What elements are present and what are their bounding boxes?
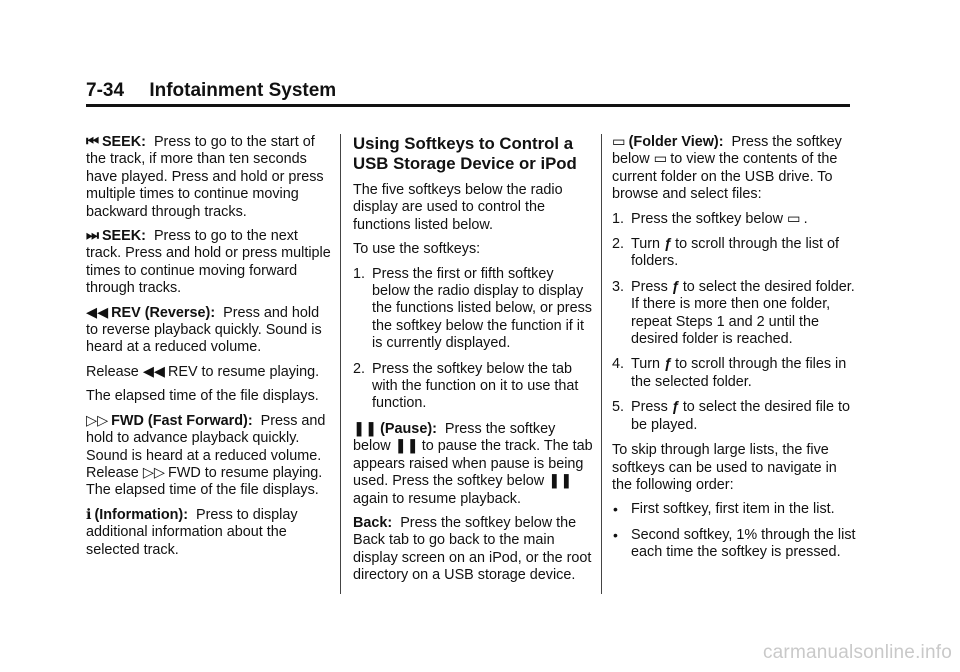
step-number: 4.	[612, 356, 625, 373]
step-text: Press	[631, 278, 668, 295]
column-divider	[340, 134, 341, 594]
reverse-release-post: REV to resume playing.	[167, 363, 320, 380]
step-number: 1.	[612, 210, 625, 227]
seek-back-text: Press to go to the start of the track, if more than ten seconds have played. Press and hold or press multiple times to continue moving backward through tracks.	[86, 134, 324, 220]
information-label: (Information):	[94, 506, 188, 523]
step-text: Press	[631, 399, 668, 416]
softkeys-to-use: To use the softkeys:	[353, 241, 481, 258]
seek-forward-text: Press to go to the next track. Press and hold or press multiple times to continue moving forward through tracks.	[86, 228, 331, 297]
pause-text: again to resume playback.	[353, 490, 521, 507]
column-right	[612, 134, 858, 570]
header-rule	[86, 104, 850, 107]
skip-bullets	[612, 501, 858, 561]
pause-label: (Pause):	[380, 420, 437, 437]
folder-view-label: (Folder View):	[628, 134, 724, 150]
list-item	[612, 399, 858, 434]
list-item	[353, 361, 593, 413]
step-text: to select the desired folder. If there is more then one folder, repeat Steps 1 and 2 until the desired folder is reached.	[631, 278, 855, 348]
pause-text: to pause the track. The tab appears raised when pause is being used. Press the softkey below	[353, 438, 593, 490]
seek-back-paragraph	[86, 134, 334, 221]
folder-view-text: to view the contents of the current folder on the USB drive. To browse and select files:	[612, 151, 838, 203]
fast-forward-icon: ▷▷	[86, 412, 109, 429]
tune-knob-icon: ƒ	[671, 278, 680, 295]
folder-icon: ▭	[612, 134, 626, 150]
step-text: to select the desired file to be played.	[631, 399, 850, 433]
page-number: 7-34	[86, 80, 125, 101]
reverse-release-pre: Release	[86, 363, 139, 380]
fast-forward-post: FWD to resume playing. The elapsed time of the file displays.	[86, 464, 323, 499]
step-number: 3.	[612, 278, 625, 295]
information-paragraph	[86, 507, 334, 559]
folder-icon: ▭	[786, 210, 801, 227]
seek-back-label: SEEK:	[101, 134, 146, 150]
pause-paragraph	[353, 421, 593, 508]
bullet-icon: •	[613, 501, 618, 518]
back-label: Back:	[353, 514, 393, 531]
reverse-release-paragraph	[86, 364, 334, 381]
elapsed-time-paragraph: The elapsed time of the file displays.	[86, 388, 319, 405]
folder-icon: ▭	[653, 151, 668, 168]
bullet-icon: •	[613, 526, 618, 543]
back-paragraph	[353, 515, 593, 585]
seek-forward-icon: ⏭	[86, 228, 99, 245]
step-text: Press the softkey below the tab with the function on it to use that function.	[372, 360, 579, 412]
section-title: Infotainment System	[149, 80, 337, 101]
step-number: 2.	[353, 360, 366, 377]
folder-steps	[612, 211, 858, 434]
reverse-text: Press and hold to reverse playback quickly. Sound is heard at a reduced volume.	[86, 304, 322, 356]
skip-paragraph: To skip through large lists, the five softkeys can be used to navigate in the following order:	[612, 442, 837, 493]
fast-forward-icon: ▷▷	[142, 464, 165, 481]
list-item	[612, 279, 858, 349]
softkeys-heading: Using Softkeys to Control a USB Storage Device or iPod	[353, 134, 577, 173]
tune-knob-icon: ƒ	[671, 399, 680, 416]
reverse-icon: ◀◀	[86, 304, 109, 321]
reverse-label: REV (Reverse):	[111, 304, 216, 321]
list-item	[612, 527, 858, 562]
tune-knob-icon: ƒ	[664, 236, 673, 253]
information-text: Press to display additional information about the selected track.	[86, 506, 298, 558]
step-text: to scroll through the files in the selected folder.	[631, 356, 847, 390]
column-divider	[601, 134, 602, 594]
folder-view-text: Press the softkey below	[612, 134, 842, 168]
step-number: 2.	[612, 236, 625, 253]
step-text: .	[803, 210, 808, 227]
step-number: 1.	[353, 265, 366, 282]
seek-back-icon: ⏮	[86, 134, 99, 150]
step-text: Press the first or fifth softkey below the radio display to display the functions listed below, or press the softkey below the function if it is currently displayed.	[372, 265, 592, 352]
step-text: to scroll through the list of folders.	[631, 236, 840, 270]
step-number: 5.	[612, 399, 625, 416]
list-item	[612, 211, 858, 228]
seek-forward-paragraph	[86, 228, 334, 298]
fast-forward-paragraph	[86, 413, 334, 500]
fast-forward-label: FWD (Fast Forward):	[111, 412, 253, 429]
folder-view-paragraph	[612, 134, 858, 204]
list-item	[612, 501, 858, 518]
reverse-paragraph	[86, 305, 334, 357]
pause-icon: ❚❚	[353, 420, 378, 437]
watermark: carmanualsonline.info	[762, 642, 952, 663]
list-item	[612, 236, 858, 271]
reverse-icon: ◀◀	[142, 363, 165, 380]
bullet-text: Second softkey, 1% through the list each time the softkey is pressed.	[631, 526, 856, 561]
tune-knob-icon: ƒ	[664, 356, 673, 373]
column-left	[86, 134, 334, 566]
step-text: Turn	[631, 236, 661, 253]
info-icon: ℹ	[86, 506, 92, 523]
back-text: Press the softkey below the Back tab to go back to the main display screen on an iPod, or the root directory on a USB storage device.	[353, 514, 592, 584]
seek-forward-label: SEEK:	[101, 228, 146, 245]
step-text: Turn	[631, 356, 661, 373]
list-item	[612, 356, 858, 391]
softkeys-intro: The five softkeys below the radio display are used to control the functions listed below.	[353, 182, 563, 233]
fast-forward-text: Press and hold to advance playback quickly. Sound is heard at a reduced volume. Release	[86, 412, 326, 481]
column-middle	[353, 134, 593, 592]
pause-text: Press the softkey below	[353, 420, 556, 455]
bullet-text: First softkey, first item in the list.	[631, 501, 835, 518]
pause-icon: ❚❚	[394, 438, 419, 455]
pause-icon: ❚❚	[548, 473, 573, 490]
list-item	[353, 266, 593, 353]
step-text: Press the softkey below	[631, 210, 783, 227]
softkeys-steps	[353, 266, 593, 413]
